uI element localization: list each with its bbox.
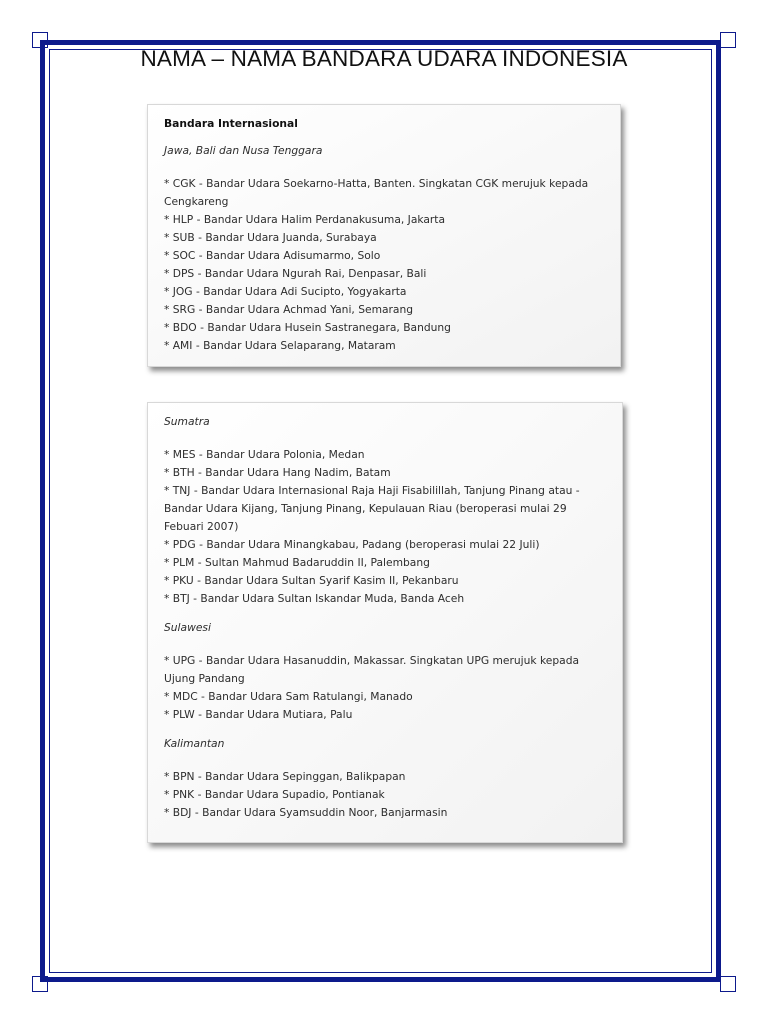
corner-ornament-bottom-left [32,976,48,992]
international-airports-card [147,104,621,367]
airport-entry: * BTJ - Bandar Udara Sultan Iskandar Muda, Banda Aceh [164,592,465,605]
card-heading: Bandara Internasional [164,117,298,130]
airport-entry: * PNK - Bandar Udara Supadio, Pontianak [164,788,385,801]
airport-entry: * SOC - Bandar Udara Adisumarmo, Solo [164,249,381,262]
airport-list-sulawesi [164,652,608,724]
airport-entry: * HLP - Bandar Udara Halim Perdanakusuma, Jakarta [164,213,446,226]
airport-entry: * UPG - Bandar Udara Hasanuddin, Makassar. Singkatan UPG merujuk kepada Ujung Pandang [164,654,580,685]
airport-entry: * PDG - Bandar Udara Minangkabau, Padang (beroperasi mulai 22 Juli) [164,538,540,551]
airport-entry: * SUB - Bandar Udara Juanda, Surabaya [164,231,377,244]
airport-entry: * CGK - Bandar Udara Soekarno-Hatta, Banten. Singkatan CGK merujuk kepada Cengkareng [164,177,589,208]
airport-entry: * JOG - Bandar Udara Adi Sucipto, Yogyakarta [164,285,407,298]
airport-entry: * BTH - Bandar Udara Hang Nadim, Batam [164,466,391,479]
region-label-sumatra: Sumatra [164,415,210,428]
airport-entry: * DPS - Bandar Udara Ngurah Rai, Denpasar, Bali [164,267,427,280]
airport-entry: * PLM - Sultan Mahmud Badaruddin II, Palembang [164,556,430,569]
airport-entry: * SRG - Bandar Udara Achmad Yani, Semarang [164,303,414,316]
airport-entry: * BDO - Bandar Udara Husein Sastranegara, Bandung [164,321,451,334]
airport-list-jawa-bali [164,175,606,355]
airport-entry: * TNJ - Bandar Udara Internasional Raja Haji Fisabilillah, Tanjung Pinang atau - Bandar Udara Kijang, Tanjung Pinang, Kepulauan Riau (beroperasi mulai 29 Febuari 2007) [164,484,580,533]
airport-entry: * BDJ - Bandar Udara Syamsuddin Noor, Banjarmasin [164,806,448,819]
regional-airports-card [147,402,623,843]
region-label-kalimantan: Kalimantan [164,737,225,750]
airport-list-kalimantan [164,768,608,822]
corner-ornament-bottom-right [720,976,736,992]
airport-entry: * BPN - Bandar Udara Sepinggan, Balikpapan [164,770,406,783]
airport-entry: * MDC - Bandar Udara Sam Ratulangi, Manado [164,690,413,703]
page-title: NAMA – NAMA BANDARA UDARA INDONESIA [140,46,628,71]
region-label-jawa-bali: Jawa, Bali dan Nusa Tenggara [164,144,323,157]
airport-entry: * MES - Bandar Udara Polonia, Medan [164,448,365,461]
airport-entry: * PKU - Bandar Udara Sultan Syarif Kasim II, Pekanbaru [164,574,459,587]
airport-entry: * PLW - Bandar Udara Mutiara, Palu [164,708,353,721]
airport-entry: * AMI - Bandar Udara Selaparang, Mataram [164,339,396,352]
airport-list-sumatra [164,446,608,608]
region-label-sulawesi: Sulawesi [164,621,211,634]
